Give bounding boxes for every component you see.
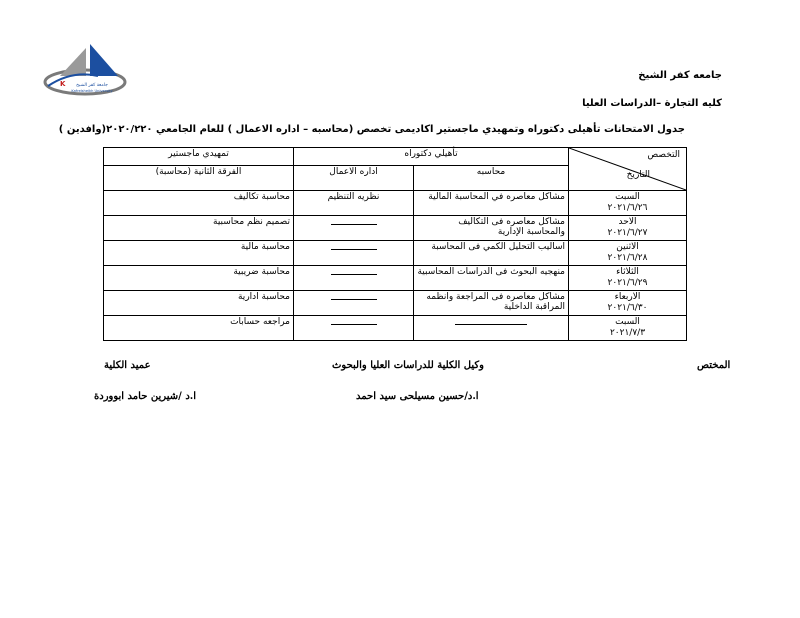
table-row [104,216,687,241]
dean-name: ا.د /شيرين حامد ابووردة [94,391,197,402]
management-cell [294,316,414,341]
university-logo [42,42,128,98]
table-row [104,316,687,341]
preparer-title: المختص [697,360,731,371]
row-day: الاربعاء [614,292,641,302]
management-cell [294,241,414,266]
masters-cell: تصميم نظم محاسبية [104,216,294,241]
row-day: الاثنين [616,242,639,252]
university-name: جامعه كفر الشيخ [638,70,722,81]
empty-dash [331,242,377,250]
svg-text:K: K [60,80,66,88]
row-date: ٢٠٢١/٦/٣٠ [607,303,648,313]
management-cell [294,291,414,316]
management-subheader: اداره الاعمال [294,166,414,191]
empty-dash [331,267,377,275]
masters-subheader: الفرقة الثانية (محاسبة) [104,166,294,191]
row-date: ٢٠٢١/٦/٢٦ [607,203,648,213]
vice-dean-name: ا.د/حسين مسيلحى سيد احمد [356,391,479,402]
doctorate-header: تأهيلي دكتوراه [294,148,569,166]
page-title: جدول الامتحانات تأهيلى دكتوراه وتمهيدي ماجستير اكاديمى تخصص (محاسبه – اداره الاعمال ) للعام الجامعي ٢٠٢٠/٢٢٠(وافدين ) [58,124,685,135]
empty-dash [331,292,377,300]
row-day: الثلاثاء [616,267,639,277]
masters-header: تمهيدي ماجستير [104,148,294,166]
empty-dash [331,317,377,325]
masters-cell: محاسبة مالية [104,241,294,266]
table-row [104,266,687,291]
empty-dash [455,317,527,325]
table-row [104,291,687,316]
accounting-cell: منهجيه البحوث فى الدراسات المحاسبية [414,266,569,291]
exam-schedule-table [103,147,687,341]
corner-header-cell [569,148,687,191]
accounting-cell: مشاكل معاصره في المحاسبة المالية [414,191,569,216]
masters-cell: محاسبة تكاليف [104,191,294,216]
masters-cell: محاسبة ضريبية [104,266,294,291]
row-day: السبت [615,317,640,327]
accounting-cell [414,316,569,341]
row-date: ٢٠٢١/٧/٣ [609,328,646,338]
accounting-subheader: محاسبه [414,166,569,191]
masters-cell: محاسبة ادارية [104,291,294,316]
faculty-name: كليه التجارة –الدراسات العليا [582,98,722,109]
row-date: ٢٠٢١/٦/٢٩ [607,278,648,288]
row-date: ٢٠٢١/٦/٢٧ [607,228,648,238]
table-row [104,191,687,216]
accounting-cell: مشاكل معاصره فى المراجعة وانظمه المراقبة الداخلية [414,291,569,316]
specialization-label: التخصص [647,150,680,160]
vice-dean-title: وكيل الكلية للدراسات العليا والبحوث [332,360,484,371]
masters-cell: مراجعه حسابات [104,316,294,341]
management-cell: نظريه التنظيم [294,191,414,216]
accounting-cell: مشاكل معاصره فى التكاليف والمحاسبة الإدارية [414,216,569,241]
row-day: السبت [615,192,640,202]
svg-text:جامعة كفر الشيخ: جامعة كفر الشيخ [76,83,108,88]
row-day: الاحد [618,217,637,227]
dean-title: عميد الكلية [104,360,151,371]
management-cell [294,266,414,291]
management-cell [294,216,414,241]
svg-text:Kafrelsheikh University: Kafrelsheikh University [71,89,113,93]
empty-dash [331,217,377,225]
table-row [104,241,687,266]
accounting-cell: اساليب التحليل الكمي فى المحاسبة [414,241,569,266]
row-date: ٢٠٢١/٦/٢٨ [607,253,648,263]
date-label: التاريخ [626,170,650,180]
